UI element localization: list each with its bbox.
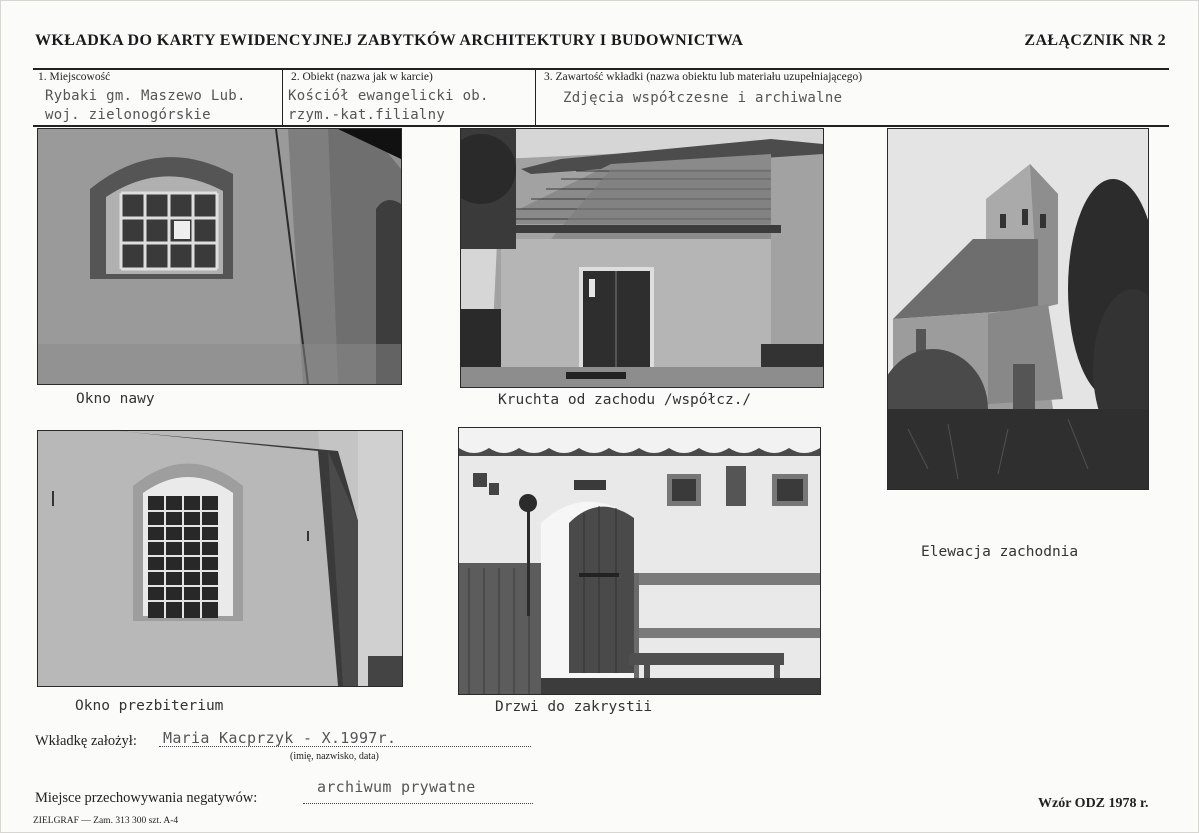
printer-note: ZIELGRAF — Zam. 313 300 szt. A-4 (33, 816, 179, 826)
caption-presbytery-window: Okno prezbiterium (75, 698, 224, 714)
caption-nave-window: Okno nawy (76, 391, 155, 407)
caption-west-porch: Kruchta od zachodu /współcz./ (498, 392, 752, 408)
object-line-2: rzym.-kat.filialny (288, 107, 446, 123)
author-hint: (imię, nazwisko, data) (290, 751, 379, 762)
top-rule (33, 68, 1169, 70)
content-label: 3. Zawartość wkładki (nazwa obiektu lub materiału uzupełniającego) (544, 71, 863, 83)
author-line (159, 746, 531, 747)
caption-west-elevation: Elewacja zachodnia (921, 544, 1079, 560)
form-title: WKŁADKA DO KARTY EWIDENCYJNEJ ZABYTKÓW ARCHITEKTURY I BUDOWNICTWA (35, 32, 744, 49)
photo-west-elevation (888, 129, 1148, 489)
locality-label: 1. Miejscowość (38, 71, 111, 83)
storage-label: Miejsce przechowywania negatywów: (35, 790, 258, 806)
form-reference: Wzór ODZ 1978 r. (1038, 796, 1149, 811)
caption-sacristy-door: Drzwi do zakrystii (495, 699, 653, 715)
column-divider-1 (282, 69, 283, 125)
author-value: Maria Kacprzyk - X.1997r. (163, 729, 397, 747)
annex-number: ZAŁĄCZNIK NR 2 (1024, 32, 1166, 49)
photo-sacristy-door (459, 428, 820, 694)
bottom-rule (33, 125, 1169, 127)
locality-line-1: Rybaki gm. Maszewo Lub. (45, 88, 246, 104)
author-label: Wkładkę założył: (35, 733, 137, 749)
locality-line-2: woj. zielonogórskie (45, 107, 211, 123)
object-label: 2. Obiekt (nazwa jak w karcie) (291, 71, 433, 83)
photo-presbytery-window (38, 431, 402, 686)
storage-line (303, 803, 533, 804)
object-line-1: Kościół ewangelicki ob. (288, 88, 489, 104)
column-divider-2 (535, 69, 536, 125)
storage-value: archiwum prywatne (317, 778, 476, 796)
content-line-1: Zdjęcia współczesne i archiwalne (563, 90, 843, 106)
photo-nave-window (38, 129, 401, 384)
photo-west-porch (461, 129, 823, 387)
